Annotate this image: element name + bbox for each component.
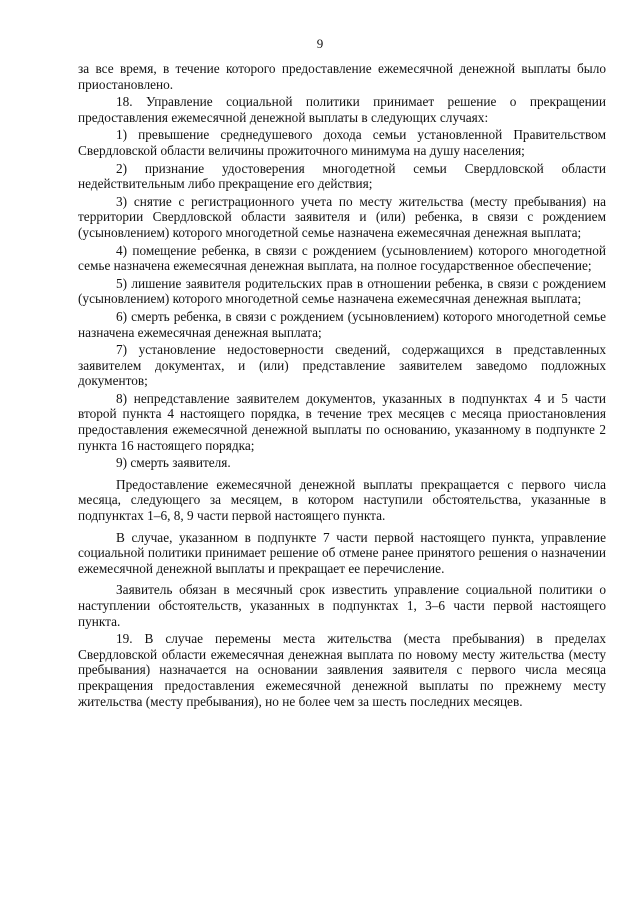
subitem-3: 3) снятие с регистрационного учета по месту жительства (месту пребывания) на территории Свердловской области заявителя и (или) ребенка, в связи с рождением (усыновлением) которого многодетной семье назначена ежемесячная денежная выплата; <box>78 193 606 240</box>
subitem-5: 5) лишение заявителя родительских прав в отношении ребенка, в связи с рождением (усыновлением) которого многодетной семье назначена ежемесячная денежная выплата; <box>78 275 606 307</box>
paragraph-item-19: 19. В случае перемены места жительства (места пребывания) в пределах Свердловской области ежемесячная денежная выплата по новому месту жительства (месту пребывания) назначается на основании заявления заявителя с первого числа месяца прекращения предоставления ежемесячной денежной выплаты по прежнему месту жительства (месту пребывания), но не более чем за шесть последних месяцев. <box>78 631 606 709</box>
paragraph-continuation: за все время, в течение которого предоставление ежемесячной денежной выплаты было приостановлено. <box>78 61 606 92</box>
paragraph-item-18: 18. Управление социальной политики принимает решение о прекращении предоставления ежемесячной денежной выплаты в следующих случаях: <box>78 94 606 125</box>
subitem-2: 2) признание удостоверения многодетной семьи Свердловской области недействительным либо прекращение его действия; <box>78 160 606 192</box>
document-body <box>78 61 606 711</box>
subitem-8: 8) непредставление заявителем документов, указанных в подпунктах 4 и 5 части второй пункта 4 настоящего порядка, в течение трех месяцев с месяца приостановления предоставления ежемесячной денежной выплаты по основанию, указанному в подпункте 2 пункта 16 настоящего порядка; <box>78 390 606 453</box>
subitem-7: 7) установление недостоверности сведений, содержащихся в представленных заявителем документах, и (или) представление заявителем заведомо подложных документов; <box>78 342 606 389</box>
paragraph-termination-date: Предоставление ежемесячной денежной выплаты прекращается с первого числа месяца, следующего за месяцем, в котором наступили обстоятельства, указанные в подпунктах 1–6, 8, 9 части первой настоящего пункта. <box>78 476 606 524</box>
page-number: 9 <box>316 36 324 51</box>
paragraph-applicant-duty: Заявитель обязан в месячный срок известить управление социальной политики о наступлении обстоятельств, указанных в подпунктах 1, 3–6 части первой настоящего пункта. <box>78 582 606 629</box>
paragraph-case-7: В случае, указанном в подпункте 7 части первой настоящего пункта, управление социальной политики принимает решение об отмене ранее принятого решения о назначении ежемесячной денежной выплаты и прекращает ее перечисление. <box>78 529 606 576</box>
subitem-4: 4) помещение ребенка, в связи с рождением (усыновлением) которого многодетной семье назначена ежемесячная денежная выплата, на полное государственное обеспечение; <box>78 242 606 274</box>
subitem-9: 9) смерть заявителя. <box>116 455 231 471</box>
subitem-6: 6) смерть ребенка, в связи с рождением (усыновлением) которого многодетной семье назначена ежемесячная денежная выплата; <box>78 308 606 340</box>
subitem-1: 1) превышение среднедушевого дохода семьи установленной Правительством Свердловской области величины прожиточного минимума на душу населения; <box>78 127 606 158</box>
